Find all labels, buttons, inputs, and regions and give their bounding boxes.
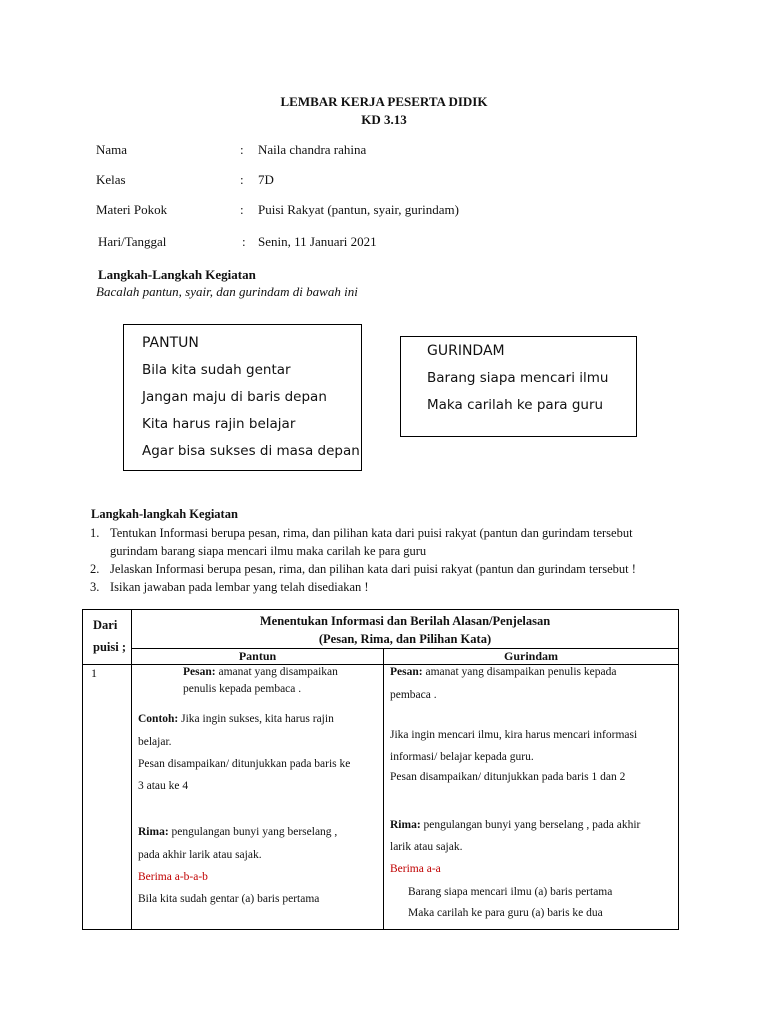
rima-text: pada akhir larik atau sajak. xyxy=(138,849,262,861)
pantun-line: Kita harus rajin belajar xyxy=(142,416,296,432)
rima-pattern: Berima a-b-a-b xyxy=(138,871,208,883)
step-text: Jelaskan Informasi berupa pesan, rima, dan pilihan kata dari puisi rakyat (pantun dan gurindam tersebut ! xyxy=(110,562,636,576)
pantun-title: PANTUN xyxy=(142,335,199,351)
pantun-contoh xyxy=(138,713,334,725)
step-text: Isikan jawaban pada lembar yang telah disediakan ! xyxy=(110,580,369,594)
rima-text: pengulangan bunyi yang berselang , pada akhir xyxy=(420,819,641,831)
pantun-pesan xyxy=(183,666,338,678)
source-header xyxy=(83,610,132,665)
step-text: Tentukan Informasi berupa pesan, rima, dan pilihan kata dari puisi rakyat (pantun dan gurindam tersebut xyxy=(110,526,633,540)
pantun-rima xyxy=(138,826,337,838)
worksheet-table xyxy=(82,609,679,930)
rima-label: Rima: xyxy=(390,819,421,831)
main-header-line: Menentukan Informasi dan Berilah Alasan/Penjelasan xyxy=(259,614,551,628)
steps-heading: Langkah-langkah Kegiatan xyxy=(91,507,238,521)
contoh-text: belajar. xyxy=(138,736,172,748)
gurindam-info: informasi/ belajar kepada guru. xyxy=(390,751,534,763)
steps-list xyxy=(90,524,690,594)
gurindam-box xyxy=(400,336,637,437)
name-label: Nama xyxy=(96,142,128,157)
pantun-column-header: Pantun xyxy=(132,649,384,665)
main-header xyxy=(132,610,679,649)
gurindam-info: Jika ingin mencari ilmu, kira harus mencari informasi xyxy=(390,729,638,741)
subject-colon: : xyxy=(240,202,244,217)
class-value: 7D xyxy=(258,172,274,187)
pesan-text: penulis kepada pembaca . xyxy=(183,683,302,695)
gurindam-answer-cell xyxy=(384,665,679,930)
name-value: Naila chandra rahina xyxy=(258,142,367,157)
pesan-text: pembaca . xyxy=(390,689,437,701)
rima-text: larik atau sajak. xyxy=(390,841,463,853)
pantun-line: Jangan maju di baris depan xyxy=(142,389,327,405)
rima-example: Barang siapa mencari ilmu (a) baris pertama xyxy=(408,886,613,898)
subject-value: Puisi Rakyat (pantun, syair, gurindam) xyxy=(258,202,459,217)
pesan-text: amanat yang disampaikan penulis kepada xyxy=(422,666,617,678)
step-number: 1. xyxy=(90,526,100,540)
step-text: gurindam barang siapa mencari ilmu maka carilah ke para guru xyxy=(110,544,427,558)
main-header-line: (Pesan, Rima, dan Pilihan Kata) xyxy=(318,632,492,646)
source-header-line: puisi ; xyxy=(93,640,127,654)
pesan-label: Pesan: xyxy=(390,666,423,678)
rima-text: pengulangan bunyi yang berselang , xyxy=(168,826,338,838)
gurindam-pesan xyxy=(390,666,616,678)
gurindam-line: Barang siapa mencari ilmu xyxy=(427,370,609,386)
rima-example: Maka carilah ke para guru (a) baris ke dua xyxy=(408,907,603,919)
gurindam-title: GURINDAM xyxy=(427,343,505,359)
page-subtitle: KD 3.13 xyxy=(361,112,407,127)
pesan-location: Pesan disampaikan/ ditunjukkan pada baris ke xyxy=(138,758,351,770)
row-number: 1 xyxy=(83,665,132,930)
rima-pattern: Berima a-a xyxy=(390,863,441,875)
gurindam-column-header: Gurindam xyxy=(384,649,679,665)
date-label: Hari/Tanggal xyxy=(98,234,167,249)
contoh-label: Contoh: xyxy=(138,713,179,725)
pantun-line: Bila kita sudah gentar xyxy=(142,362,291,378)
pesan-text: amanat yang disampaikan xyxy=(215,666,338,678)
rima-example: Bila kita sudah gentar (a) baris pertama xyxy=(138,893,320,905)
pesan-location: 3 atau ke 4 xyxy=(138,780,189,792)
pesan-location: Pesan disampaikan/ ditunjukkan pada baris 1 dan 2 xyxy=(390,771,626,783)
source-header-line: Dari xyxy=(93,618,118,632)
page-title: LEMBAR KERJA PESERTA DIDIK xyxy=(280,94,488,109)
gurindam-line: Maka carilah ke para guru xyxy=(427,397,604,413)
subject-label: Materi Pokok xyxy=(96,202,168,217)
contoh-text: Jika ingin sukses, kita harus rajin xyxy=(178,713,334,725)
intro-instruction: Bacalah pantun, syair, dan gurindam di bawah ini xyxy=(96,284,358,299)
class-colon: : xyxy=(240,172,244,187)
step-number: 3. xyxy=(90,580,100,594)
intro-heading: Langkah-Langkah Kegiatan xyxy=(98,267,256,282)
date-colon: : xyxy=(242,234,246,249)
date-value: Senin, 11 Januari 2021 xyxy=(258,234,377,249)
pantun-box xyxy=(123,324,362,471)
rima-label: Rima: xyxy=(138,826,169,838)
name-colon: : xyxy=(240,142,244,157)
pesan-label: Pesan: xyxy=(183,666,216,678)
pantun-answer-cell xyxy=(132,665,384,930)
class-label: Kelas xyxy=(96,172,126,187)
gurindam-rima xyxy=(390,819,640,831)
step-number: 2. xyxy=(90,562,100,576)
pantun-line: Agar bisa sukses di masa depan xyxy=(142,443,360,459)
